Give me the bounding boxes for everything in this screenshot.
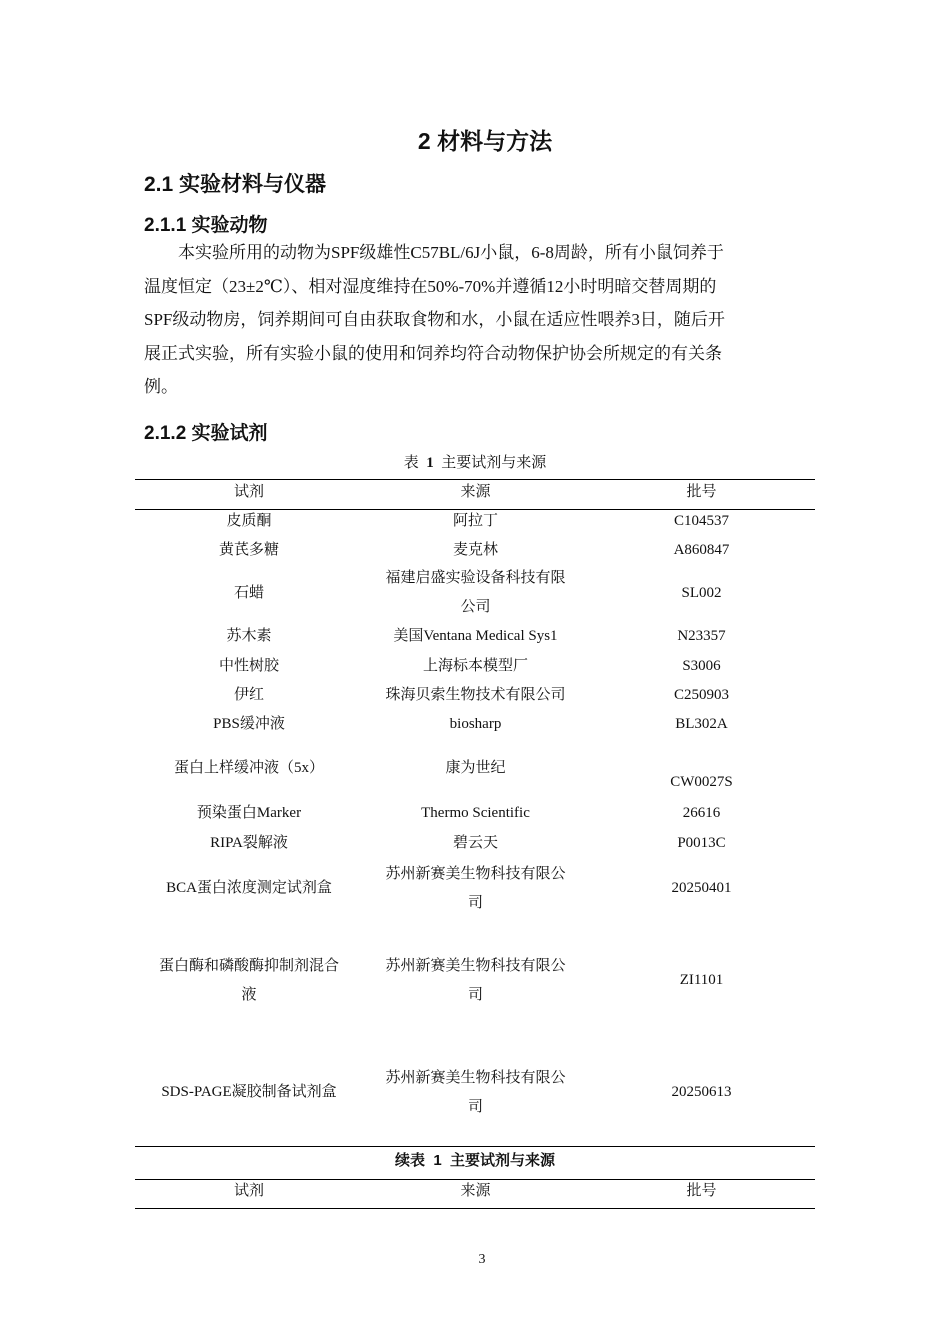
paragraph-line: 展正式实验，所有实验小鼠的使用和饲养均符合动物保护协会所规定的有关条: [144, 343, 722, 363]
source-cell: [363, 710, 588, 739]
source-cell-line: 康为世纪: [445, 760, 506, 776]
caption-number: 1: [426, 455, 434, 471]
reagent-cell-line: 皮质酮: [226, 513, 272, 529]
reagent-cell-line: 伊红: [233, 687, 264, 703]
page-number: 3: [478, 1252, 486, 1267]
reagent-cell: [135, 1078, 363, 1107]
table-header-reagent: 试剂: [233, 484, 264, 500]
lot-cell: S3006: [682, 658, 721, 674]
reagent-cell-line: SDS-PAGE凝胶制备试剂盒: [161, 1084, 337, 1100]
reagent-cell-line: 石蜡: [233, 585, 264, 601]
paragraph-line: SPF级动物房，饲养期间可自由获取食物和水，小鼠在适应性喂养3日，随后开: [144, 310, 725, 329]
source-cell: [363, 1064, 588, 1122]
body-paragraph: [144, 236, 800, 404]
reagent-cell: [135, 681, 363, 710]
reagent-cell-line: PBS缓冲液: [213, 716, 285, 732]
reagent-cell-line: 中性树胶: [218, 658, 279, 674]
paragraph-line: 温度恒定（23±2℃）、相对湿度维持在50%-70%并遵循12小时明暗交替周期的: [144, 276, 717, 296]
reagent-cell: [135, 579, 363, 608]
table-continued-header-source: 来源: [460, 1183, 491, 1199]
source-cell: [363, 799, 588, 828]
source-cell-line: 阿拉丁: [452, 513, 498, 529]
reagent-cell: [135, 622, 363, 651]
table-caption: [135, 451, 815, 472]
source-cell-line: 麦克林: [452, 542, 498, 558]
reagent-cell-line: 黄芪多糖: [218, 542, 279, 558]
table-continued-header-lot: 批号: [686, 1183, 717, 1199]
lot-cell: A860847: [673, 542, 730, 558]
source-cell-line: 苏州新赛美生物科技有限公: [385, 958, 566, 974]
lot-cell: N23357: [677, 628, 726, 644]
source-cell-line: 碧云天: [452, 835, 498, 851]
reagent-cell: [135, 652, 363, 681]
source-cell: [363, 754, 588, 783]
reagent-cell: [135, 507, 363, 536]
lot-cell: ZI1101: [679, 972, 724, 988]
reagent-cell-line: RIPA裂解液: [210, 835, 288, 851]
reagent-cell-line: 蛋白上样缓冲液（5x）: [173, 760, 324, 776]
reagent-cell: [135, 874, 363, 903]
chapter-heading: 2 材料与方法: [417, 128, 553, 154]
source-cell: [363, 829, 588, 858]
reagent-cell-line: 苏木素: [226, 628, 272, 644]
table-continued-header-rule: [135, 1208, 815, 1209]
subsection-heading-reagents: 2.1.2 实验试剂: [144, 423, 268, 444]
source-cell: [363, 952, 588, 1010]
lot-cell: C104537: [673, 513, 729, 529]
lot-cell: 26616: [682, 805, 721, 821]
source-cell-line: 司: [467, 1099, 483, 1115]
table-header-lot: 批号: [686, 484, 717, 500]
reagent-cell-line: 液: [241, 987, 257, 1003]
reagent-cell-line: BCA蛋白浓度测定试剂盒: [166, 880, 332, 896]
source-cell-line: 公司: [460, 599, 491, 615]
reagent-cell: [135, 754, 363, 783]
lot-cell: 20250401: [671, 880, 732, 896]
paragraph-line: 本实验所用的动物为SPF级雄性C57BL/6J小鼠，6-8周龄，所有小鼠饲养于: [178, 243, 724, 262]
reagent-cell: [135, 952, 363, 1010]
source-cell-line: 司: [467, 987, 483, 1003]
reagent-cell: [135, 799, 363, 828]
reagent-cell-line: 预染蛋白Marker: [196, 805, 302, 821]
source-cell: [363, 622, 588, 651]
source-cell-line: 苏州新赛美生物科技有限公: [385, 1070, 566, 1086]
lot-cell: SL002: [681, 585, 722, 601]
source-cell-line: 福建启盛实验设备科技有限: [385, 570, 566, 586]
source-cell: [363, 652, 588, 681]
reagent-cell-line: 蛋白酶和磷酸酶抑制剂混合: [158, 958, 339, 974]
source-cell: [363, 564, 588, 622]
table-bottom-rule: [135, 1146, 815, 1147]
lot-cell: 20250613: [671, 1084, 732, 1100]
source-cell-line: 美国Ventana Medical Sys1: [393, 628, 558, 644]
caption-number: 1: [433, 1152, 442, 1169]
reagent-cell: [135, 829, 363, 858]
source-cell: [363, 507, 588, 536]
lot-cell: CW0027S: [670, 774, 733, 790]
caption-text: 主要试剂与来源: [441, 455, 547, 471]
source-cell-line: biosharp: [449, 716, 502, 732]
table-continued-caption: [135, 1149, 815, 1170]
table-continued-header-reagent: 试剂: [233, 1183, 264, 1199]
caption-prefix: 表: [403, 455, 419, 471]
source-cell: [363, 536, 588, 565]
source-cell-line: Thermo Scientific: [421, 805, 530, 821]
source-cell-line: 珠海贝索生物技术有限公司: [385, 687, 566, 703]
lot-cell: C250903: [673, 687, 729, 703]
lot-cell: BL302A: [675, 716, 728, 732]
source-cell-line: 苏州新赛美生物科技有限公: [385, 866, 566, 882]
source-cell: [363, 860, 588, 918]
source-cell-line: 司: [467, 895, 483, 911]
section-heading: 2.1 实验材料与仪器: [144, 173, 327, 196]
subsection-heading-animals: 2.1.1 实验动物: [144, 215, 268, 236]
reagent-cell: [135, 536, 363, 565]
caption-text: 主要试剂与来源: [450, 1152, 556, 1169]
lot-cell: P0013C: [677, 835, 726, 851]
table-header-source: 来源: [460, 484, 491, 500]
source-cell: [363, 681, 588, 710]
source-cell-line: 上海标本模型厂: [422, 658, 528, 674]
reagent-cell: [135, 710, 363, 739]
paragraph-line: 例。: [144, 377, 178, 396]
caption-prefix: 续表: [394, 1152, 425, 1169]
